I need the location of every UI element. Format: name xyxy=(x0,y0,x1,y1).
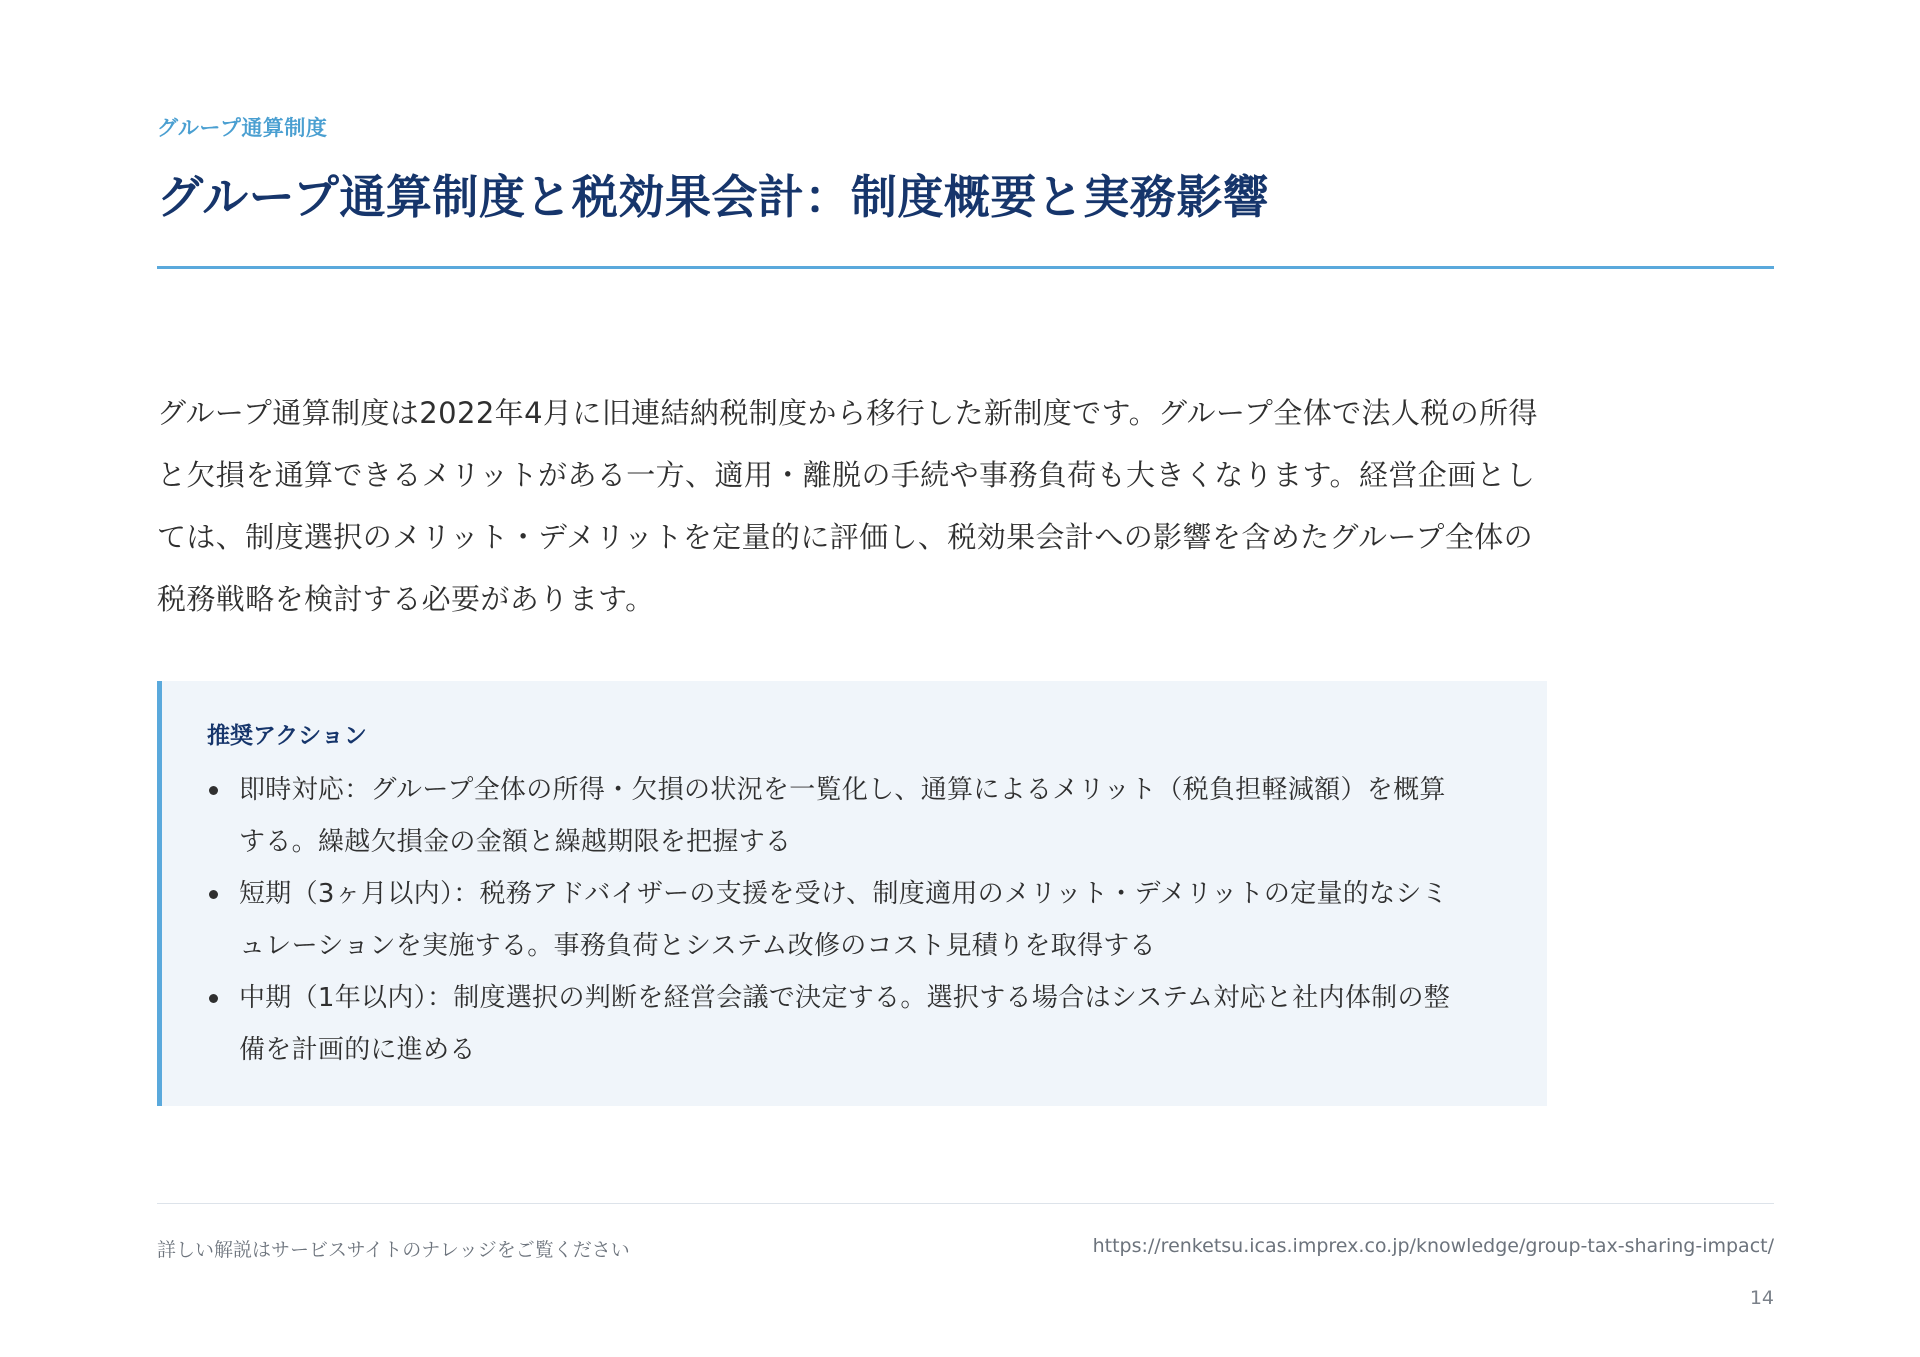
recommended-actions-list xyxy=(157,764,1497,1076)
intro-paragraph: グループ通算制度は2022年4月に旧連結納税制度から移行した新制度です。グループ全体で法人税の所得と欠損を通算できるメリットがある一方、適用・離脱の手続や事務負荷も大きくなります。経営企画としては、制度選択のメリット・デメリットを定量的に評価し、税効果会計への影響を含めたグループ全体の税務戦略を検討する必要があります。 xyxy=(157,396,1538,616)
page-number: 14 xyxy=(1749,1287,1774,1309)
slide-page xyxy=(157,0,1774,1357)
footer-knowledge-link[interactable]: https://renketsu.icas.imprex.co.jp/knowledge/group-tax-sharing-impact/ xyxy=(1092,1235,1774,1257)
bullet-icon xyxy=(209,786,218,795)
action-item-text: 短期（3ヶ月以内）：税務アドバイザーの支援を受け、制度適用のメリット・デメリットの定量的なシミュレーションを実施する。事務負荷とシステム改修のコスト見積りを取得する xyxy=(239,879,1448,961)
recommended-actions-heading: 推奨アクション xyxy=(207,723,367,749)
page-title: グループ通算制度と税効果会計：制度概要と実務影響 xyxy=(157,170,1270,224)
footer-divider xyxy=(157,1203,1774,1204)
bullet-icon xyxy=(209,994,218,1003)
footer-note: 詳しい解説はサービスサイトのナレッジをご覧ください xyxy=(157,1239,630,1261)
action-item-text: 中期（1年以内）：制度選択の判断を経営会議で決定する。選択する場合はシステム対応と社内体制の整備を計画的に進める xyxy=(239,983,1451,1065)
action-item-immediate xyxy=(157,764,1497,868)
section-category: グループ通算制度 xyxy=(157,116,328,140)
action-item-text: 即時対応：グループ全体の所得・欠損の状況を一覧化し、通算によるメリット（税負担軽減額）を概算する。繰越欠損金の金額と繰越期限を把握する xyxy=(239,775,1446,857)
bullet-icon xyxy=(209,890,218,899)
action-item-mid-term xyxy=(157,972,1497,1076)
action-item-short-term xyxy=(157,868,1497,972)
title-divider xyxy=(157,266,1774,269)
